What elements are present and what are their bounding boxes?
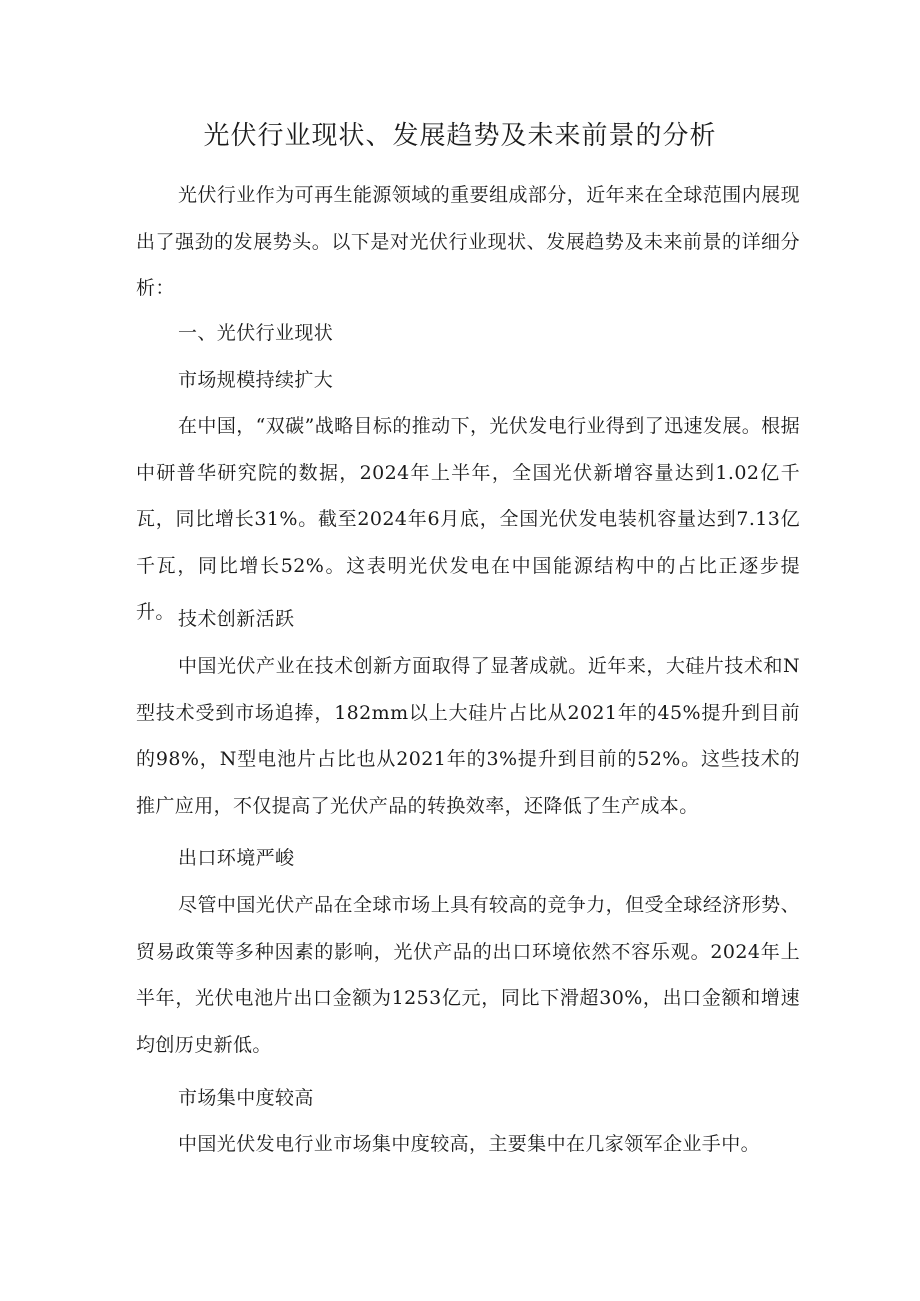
intro-paragraph: 光伏行业作为可再生能源领域的重要组成部分，近年来在全球范围内展现出了强劲的发展势头。以下是对光伏行业现状、发展趋势及未来前景的详细分析： — [136, 184, 800, 299]
paragraph-market-scale: 在中国，“双碳”战略目标的推动下，光伏发电行业得到了迅速发展。根据中研普华研究院的数据，2024年上半年，全国光伏新增容量达到1.02亿千瓦，同比增长31%。截至2024年6月底，全国光伏发电装机容量达到7.13亿千瓦，同比增长52%。这表明光伏发电在中国能源结构中的占比正逐步提升。 — [136, 415, 800, 623]
paragraph-export-environment: 尽管中国光伏产品在全球市场上具有较高的竞争力，但受全球经济形势、贸易政策等多种因素的影响，光伏产品的出口环境依然不容乐观。2024年上半年，光伏电池片出口金额为1253亿元，同比下滑超30%，出口金额和增速均创历史新低。 — [136, 894, 800, 1056]
subheading-market-concentration: 市场集中度较高 — [178, 1087, 314, 1109]
subheading-market-scale: 市场规模持续扩大 — [178, 369, 334, 391]
subheading-tech-innovation: 技术创新活跃 — [178, 608, 295, 630]
paragraph-tech-innovation: 中国光伏产业在技术创新方面取得了显著成就。近年来，大硅片技术和N型技术受到市场追捧，182mm以上大硅片占比从2021年的45%提升到目前的98%，N型电池片占比也从2021年的3%提升到目前的52%。这些技术的推广应用，不仅提高了光伏产品的转换效率，还降低了生产成本。 — [136, 655, 800, 817]
section-heading-industry-status: 一、光伏行业现状 — [178, 322, 334, 344]
document-title: 光伏行业现状、发展趋势及未来前景的分析 — [203, 121, 717, 151]
paragraph-market-concentration: 中国光伏发电行业市场集中度较高，主要集中在几家领军企业手中。 — [178, 1133, 761, 1155]
subheading-export-environment: 出口环境严峻 — [178, 847, 295, 869]
